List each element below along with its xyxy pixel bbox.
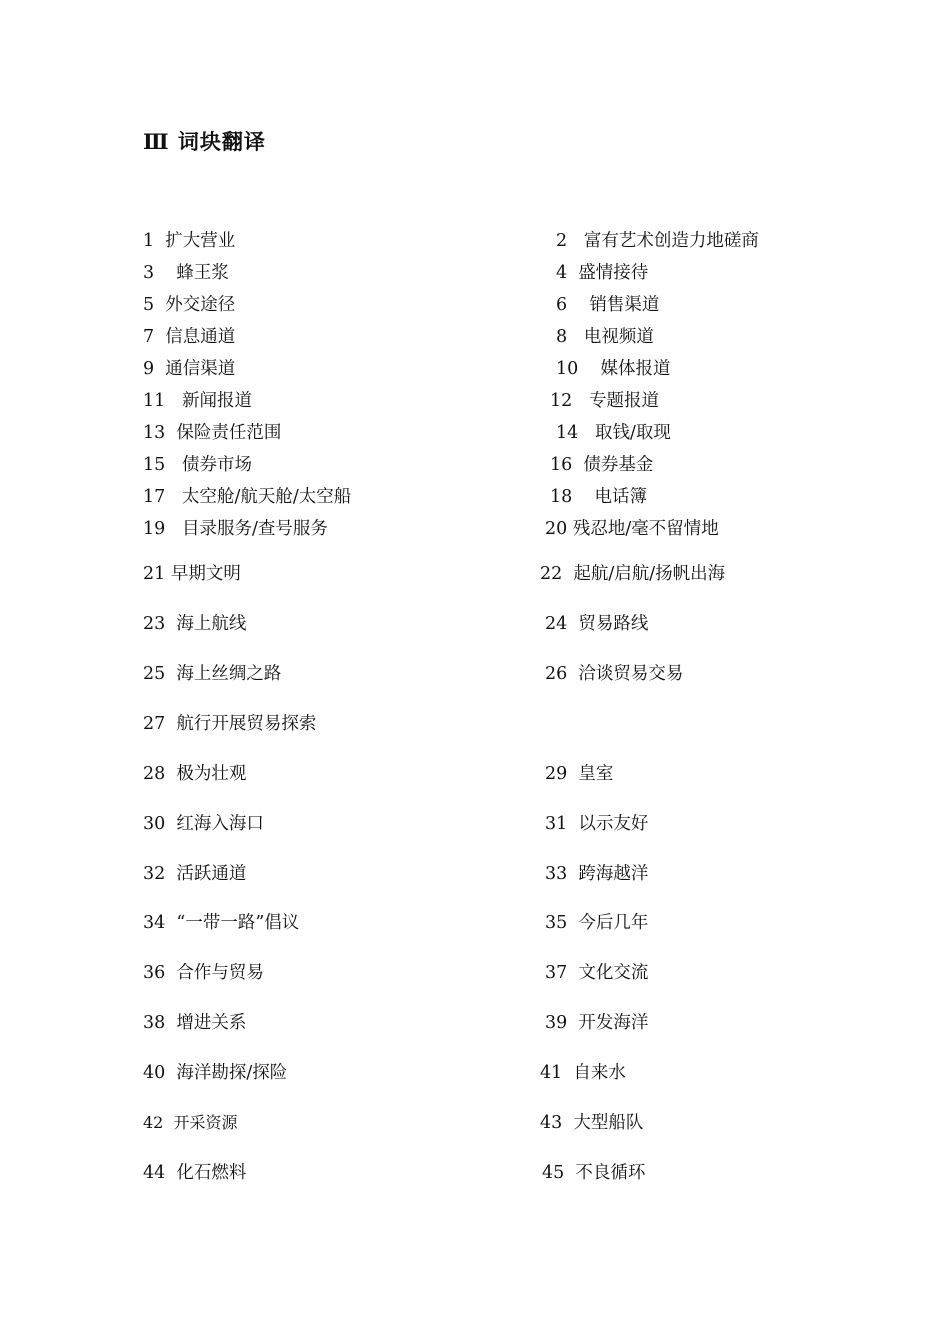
list-item: 9 通信渠道 [143, 359, 236, 379]
list-item: 33 跨海越洋 [545, 864, 649, 884]
list-item: 16 债券基金 [550, 455, 654, 475]
list-item: 29 皇室 [545, 764, 614, 784]
list-item: 37 文化交流 [545, 963, 649, 983]
list-item: 4 盛情接待 [556, 263, 649, 283]
list-item: 30 红海入海口 [143, 814, 264, 834]
list-item: 40 海洋勘探/探险 [143, 1063, 288, 1083]
list-item: 24 贸易路线 [545, 614, 649, 634]
list-item: 19 目录服务/查号服务 [143, 519, 328, 539]
list-item: 45 不良循环 [542, 1163, 646, 1183]
list-item: 25 海上丝绸之路 [143, 664, 282, 684]
list-item: 8 电视频道 [556, 327, 654, 347]
list-item: 28 极为壮观 [143, 764, 247, 784]
list-item: 41 自来水 [540, 1063, 626, 1083]
list-item: 13 保险责任范围 [143, 423, 282, 443]
list-item: 5 外交途径 [143, 295, 236, 315]
list-item: 1 扩大营业 [143, 231, 236, 251]
list-item: 35 今后几年 [545, 913, 649, 933]
list-item: 18 电话簿 [550, 487, 648, 507]
list-item: 34 “一带一路”倡议 [143, 913, 300, 933]
list-item: 36 合作与贸易 [143, 963, 264, 983]
section-heading: Ⅲ 词块翻译 [143, 129, 266, 154]
list-item: 10 媒体报道 [556, 359, 671, 379]
list-item: 21 早期文明 [143, 564, 241, 584]
list-item: 43 大型船队 [540, 1113, 644, 1133]
list-item: 11 新闻报道 [143, 391, 252, 411]
list-item: 23 海上航线 [143, 614, 247, 634]
list-item: 27 航行开展贸易探索 [143, 714, 317, 734]
list-item: 26 洽谈贸易交易 [545, 664, 684, 684]
list-item: 14 取钱/取现 [556, 423, 671, 443]
list-item: 39 开发海洋 [545, 1013, 649, 1033]
list-item: 17 太空舱/航天舱/太空船 [143, 487, 352, 507]
list-item: 2 富有艺术创造力地磋商 [556, 231, 759, 251]
list-item: 15 债券市场 [143, 455, 252, 475]
list-item: 42 开采资源 [143, 1113, 238, 1132]
list-item: 22 起航/启航/扬帆出海 [540, 564, 726, 584]
list-item: 44 化石燃料 [143, 1163, 247, 1183]
list-item: 32 活跃通道 [143, 864, 247, 884]
list-item: 3 蜂王浆 [143, 263, 229, 283]
list-item: 31 以示友好 [545, 814, 649, 834]
list-item: 7 信息通道 [143, 327, 236, 347]
list-item: 6 销售渠道 [556, 295, 660, 315]
list-item: 38 增进关系 [143, 1013, 247, 1033]
list-item: 20 残忍地/毫不留情地 [545, 519, 719, 539]
list-item: 12 专题报道 [550, 391, 659, 411]
